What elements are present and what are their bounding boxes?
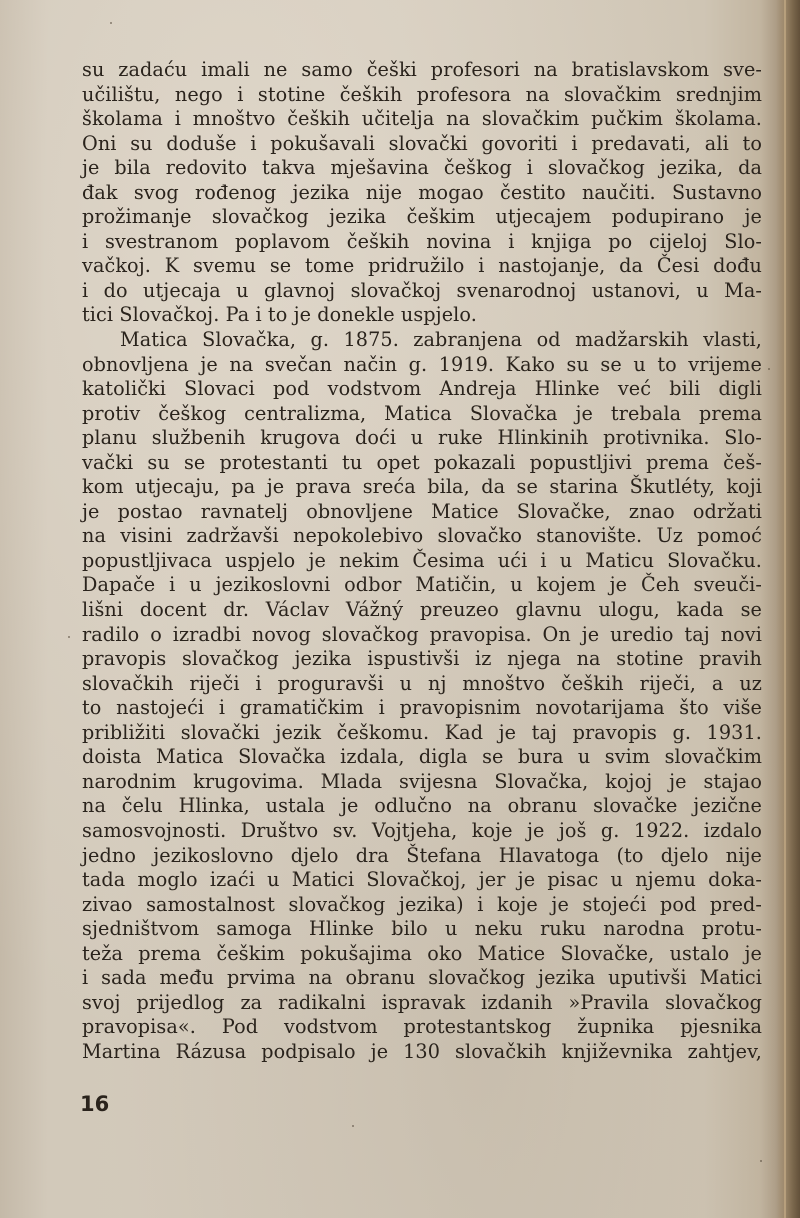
text-line: na visini zadržavši nepokolebivo slovačko stanovište. Uz pomoć (82, 524, 762, 548)
text-line: Oni su doduše i pokušavali slovački govoriti i predavati, ali to (82, 131, 762, 155)
text-line: kom utjecaju, pa je prava sreća bila, da se starina Škutléty, koji (82, 475, 762, 499)
text-line: teža prema češkim pokušajima oko Matice Slovačke, ustalo je (82, 941, 762, 965)
page-number: 16 (80, 1092, 110, 1116)
text-line: školama i mnoštvo čeških učitelja na slovačkim pučkim školama. (82, 107, 762, 131)
text-line: tada moglo izaći u Matici Slovačkoj, jer je pisac u njemu doka- (82, 868, 762, 892)
text-line: obnovljena je na svečan način g. 1919. Kako su se u to vrijeme (82, 352, 762, 376)
text-line: pravopis slovačkog jezika ispustivši iz njega na stotine pravih (82, 647, 762, 671)
paper-speck (768, 368, 770, 370)
text-line: učilištu, nego i stotine čeških profesora na slovačkim srednjim (82, 82, 762, 106)
text-line: planu službenih krugova doći u ruke Hlinkinih protivnika. Slo- (82, 426, 762, 450)
text-line: radilo o izradbi novog slovačkog pravopisa. On je uredio taj novi (82, 622, 762, 646)
paper-speck (760, 1160, 762, 1162)
text-line: samosvojnosti. Društvo sv. Vojtjeha, koje je još g. 1922. izdalo (82, 818, 762, 842)
text-line: je postao ravnatelj obnovljene Matice Slovačke, znao održati (82, 499, 762, 523)
text-line: sjedništvom samoga Hlinke bilo u neku ruku narodna protu- (82, 917, 762, 941)
text-line: katolički Slovaci pod vodstvom Andreja Hlinke već bili digli (82, 377, 762, 401)
text-line: i sada među prvima na obranu slovačkog jezika uputivši Matici (82, 966, 762, 990)
paper-speck (68, 636, 70, 638)
text-line: đak svog rođenog jezika nije mogao čestito naučiti. Sustavno (82, 180, 762, 204)
text-line: pravopisa«. Pod vodstvom protestantskog župnika pjesnika (82, 1015, 762, 1039)
text-line: lišni docent dr. Václav Vážný preuzeo glavnu ulogu, kada se (82, 598, 762, 622)
text-line: približiti slovački jezik češkomu. Kad je taj pravopis g. 1931. (82, 720, 762, 744)
text-line: slovačkih riječi i proguravši u nj mnoštvo čeških riječi, a uz (82, 671, 762, 695)
text-line: doista Matica Slovačka izdala, digla se bura u svim slovačkim (82, 745, 762, 769)
text-line: je bila redovito takva mješavina češkog i slovačkog jezika, da (82, 156, 762, 180)
text-line: jedno jezikoslovno djelo dra Štefana Hlavatoga (to djelo nije (82, 843, 762, 867)
text-line: zivao samostalnost slovačkog jezika) i koje je stojeći pod pred- (82, 892, 762, 916)
text-line: narodnim krugovima. Mlada svijesna Slovačka, kojoj je stajao (82, 769, 762, 793)
text-line: popustljivaca uspjelo je nekim Česima ući i u Maticu Slovačku. (82, 548, 762, 572)
text-line: vačkoj. K svemu se tome pridružilo i nastojanje, da Česi dođu (82, 254, 762, 278)
text-line: to nastojeći i gramatičkim i pravopisnim novotarijama što više (82, 696, 762, 720)
text-line: i svestranom poplavom čeških novina i knjiga po cijeloj Slo- (82, 229, 762, 253)
text-line: protiv češkog centralizma, Matica Slovačka je trebala prema (82, 401, 762, 425)
paper-speck (352, 1125, 354, 1127)
body-text (82, 58, 762, 1064)
text-line: vački su se protestanti tu opet pokazali popustljivi prema češ- (82, 450, 762, 474)
text-line: svoj prijedlog za radikalni ispravak izdanih »Pravila slovačkog (82, 990, 762, 1014)
page-edge-shadow (776, 0, 800, 1218)
text-line: na čelu Hlinka, ustala je odlučno na obranu slovačke jezične (82, 794, 762, 818)
text-line: prožimanje slovačkog jezika češkim utjecajem podupirano je (82, 205, 762, 229)
page-edge-line (784, 0, 786, 1218)
text-line: tici Slovačkoj. Pa i to je donekle uspjelo. (82, 303, 477, 327)
text-line: i do utjecaja u glavnoj slovačkoj svenarodnoj ustanovi, u Ma- (82, 278, 762, 302)
paper-speck (110, 22, 112, 24)
text-line: Dapače i u jezikoslovni odbor Matičin, u kojem je Čeh sveuči- (82, 573, 762, 597)
text-line: Matica Slovačka, g. 1875. zabranjena od madžarskih vlasti, (120, 328, 762, 352)
text-line: Martina Rázusa podpisalo je 130 slovačkih književnika zahtjev, (82, 1039, 762, 1063)
text-line: su zadaću imali ne samo češki profesori na bratislavskom sve- (82, 58, 762, 81)
